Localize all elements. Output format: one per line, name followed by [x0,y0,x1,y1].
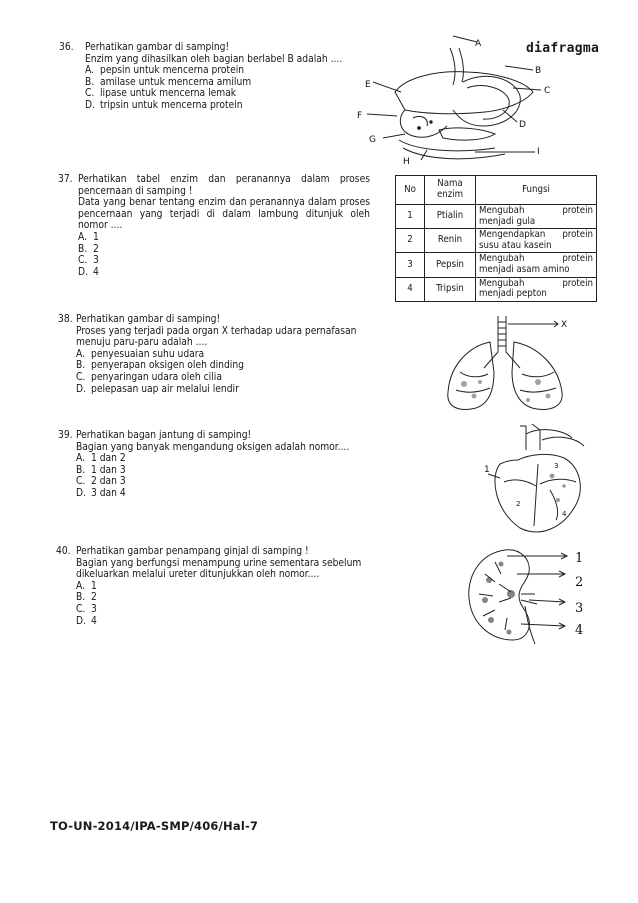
question-38 [58,314,357,395]
option-a: A. pepsin untuk mencerna protein [85,65,245,77]
option-b: B. penyerapan oksigen oleh dinding [76,360,244,372]
question-text: dikeluarkan melalui ureter ditunjukkan oleh nomor.... [76,569,320,581]
question-text: Perhatikan gambar di samping! [85,42,230,53]
question-number: 38. [58,314,73,325]
question-36 [59,42,343,112]
heart-diagram [480,420,600,540]
handwritten-note: diafragma [526,41,600,56]
label-3: 3 [575,601,584,616]
label-2: 2 [575,575,584,590]
option-b: B. 2 [78,243,99,255]
option-a: A. penyesuaian suhu udara [76,348,205,360]
kidney-diagram [465,540,595,648]
cell-enzim: Pepsin [425,253,476,277]
table-row [396,229,597,253]
label-3: 3 [554,462,559,470]
question-text: pencernaan yang terjadi di dalam lambung ditunjuk oleh [78,208,370,220]
cell-fungsi: Mengubah protein menjadi gula [476,205,597,229]
question-text: Perhatikan gambar penampang ginjal di samping ! [76,546,309,557]
label-x: X [561,320,568,330]
cell-fungsi: Mengubah protein menjadi pepton [476,277,597,301]
cell-fungsi: Mengendapkan protein susu atau kasein [476,229,597,253]
question-text: Bagian yang berfungsi menampung urine sementara sebelum [76,557,362,569]
option-b: B. amilase untuk mencerna amilum [85,76,252,88]
option-b: B. 1 dan 3 [76,464,126,476]
enzyme-table [395,175,597,302]
label-e: E [365,80,371,90]
label-b: B [535,66,542,76]
cell-no: 4 [396,277,425,301]
cell-enzim: Ptialin [425,205,476,229]
option-d: D. 4 [76,615,97,627]
question-number: 37. [58,174,73,185]
question-37 [58,174,370,278]
question-text: menuju paru-paru adalah .... [76,337,208,349]
question-text: Perhatikan bagan jantung di samping! [76,430,252,441]
digestive-organ-diagram [355,30,555,175]
option-d: D. pelepasan uap air melalui lendir [76,383,239,395]
label-1: 1 [484,465,490,475]
label-d: D [519,120,526,130]
cell-enzim: Renin [425,229,476,253]
option-a: A. 1 [76,580,97,592]
lungs-diagram [440,312,580,417]
page-footer: TO-UN-2014/IPA-SMP/406/Hal-7 [50,819,259,833]
question-text: Proses yang terjadi pada organ X terhadap udara pernafasan [76,325,357,337]
question-number: 39. [58,430,73,441]
label-1: 1 [575,551,584,566]
cell-no: 2 [396,229,425,253]
option-d: D. 4 [78,266,99,278]
label-2: 2 [516,500,521,508]
option-c: C. 3 [76,603,97,615]
table-row [396,205,597,229]
label-4: 4 [562,510,567,518]
option-c: C. penyaringan udara oleh cilia [76,371,222,383]
column-header: Fungsi [476,176,597,205]
table-row [396,277,597,301]
option-c: C. 3 [78,255,99,267]
question-text: Perhatikan tabel enzim dan peranannya dalam proses [78,174,370,185]
label-g: G [369,135,376,145]
label-a: A [475,39,482,49]
question-text: Perhatikan gambar di samping! [76,314,221,325]
column-header: Nama enzim [425,176,476,205]
question-text: pencernaan di samping ! [78,185,193,197]
question-text: nomor .... [78,220,123,232]
question-39 [58,430,350,500]
question-number: 36. [59,42,74,53]
option-c: C. 2 dan 3 [76,476,126,488]
option-d: D. 3 dan 4 [76,487,126,499]
question-number: 40. [56,546,71,557]
label-4: 4 [575,623,584,638]
option-a: A. 1 [78,231,99,243]
question-text: Enzim yang dihasilkan oleh bagian berlabel B adalah .... [85,53,343,65]
cell-enzim: Tripsin [425,277,476,301]
option-b: B. 2 [76,592,97,604]
column-header: No [396,176,425,205]
label-i: I [537,147,540,157]
option-d: D. tripsin untuk mencerna protein [85,99,243,111]
table-row [396,253,597,277]
question-40 [56,546,362,627]
option-a: A. 1 dan 2 [76,453,126,465]
option-c: C. lipase untuk mencerna lemak [85,88,237,100]
label-c: C [544,86,551,96]
question-text: Data yang benar tentang enzim dan peranannya dalam proses [78,197,370,209]
label-f: F [357,111,363,121]
cell-fungsi: Mengubah protein menjadi asam amino [476,253,597,277]
cell-no: 3 [396,253,425,277]
table-header-row [396,176,597,205]
question-text: Bagian yang banyak mengandung oksigen adalah nomor.... [76,441,350,453]
cell-no: 1 [396,205,425,229]
label-h: H [403,157,410,167]
